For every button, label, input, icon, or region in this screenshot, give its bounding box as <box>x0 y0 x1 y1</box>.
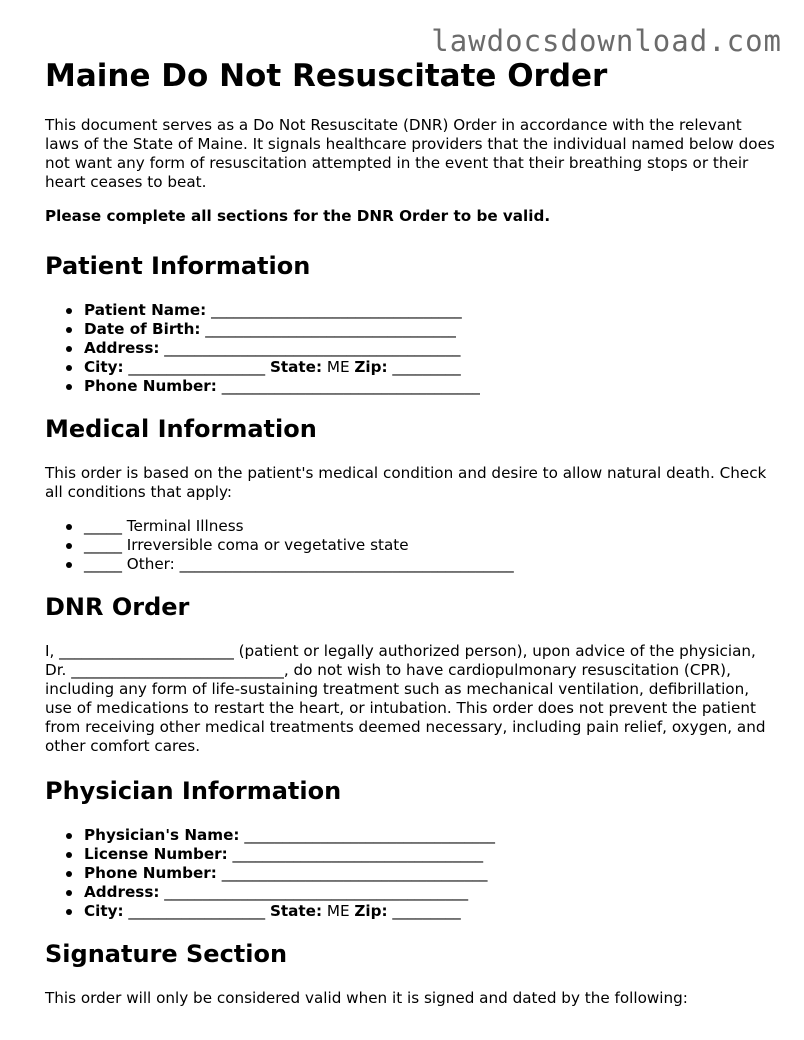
intro-paragraph: This document serves as a Do Not Resuscitate (DNR) Order in accordance with the relevant laws of the State of Maine. It signals healthcare providers that the individual named below does not want any form of resuscitation attempted in the event that their breathing stops or their heart ceases to beat. <box>45 116 775 191</box>
patient-address-item <box>84 339 775 358</box>
patient-city-label: City: <box>84 358 124 376</box>
patient-name-blank: _________________________________ <box>211 301 462 319</box>
physician-phone-item <box>84 864 775 883</box>
conditions-list <box>45 517 775 574</box>
physician-license-blank: _________________________________ <box>232 845 484 863</box>
patient-address-blank: _______________________________________ <box>164 339 461 357</box>
physician-info-heading: Physician Information <box>45 777 342 805</box>
dnr-order-text: I, _______________________ (patient or legally authorized person), upon advice of the physician, Dr. ____________________________, do not wish to have cardiopulmonary resuscitation (CPR), including any form of life-sustaining treatment such as mechanical ventilation, defibrillation, use of medications to restart the heart, or intubation. This order does not prevent the patient from receiving other medical treatments deemed necessary, including pain relief, oxygen, and other comfort cares. <box>45 642 766 755</box>
patient-info-heading: Patient Information <box>45 252 311 280</box>
patient-zip-label: Zip: <box>354 358 388 376</box>
patient-city-blank: __________________ <box>128 358 266 376</box>
page-title: Maine Do Not Resuscitate Order <box>45 58 608 94</box>
patient-phone-item <box>84 377 775 396</box>
patient-name-label: Patient Name: <box>84 301 207 319</box>
patient-dob-blank: _________________________________ <box>205 320 456 338</box>
patient-dob-label: Date of Birth: <box>84 320 201 338</box>
watermark: lawdocsdownload.com <box>431 24 782 58</box>
signature-heading: Signature Section <box>45 940 288 968</box>
document-page <box>45 56 775 1008</box>
dnr-order-heading: DNR Order <box>45 593 190 621</box>
physician-info-list <box>45 826 775 921</box>
physician-state-value: ME <box>326 902 350 920</box>
physician-name-label: Physician's Name: <box>84 826 240 844</box>
patient-city-item <box>84 358 775 377</box>
signature-text: This order will only be considered valid when it is signed and dated by the following: <box>45 989 688 1007</box>
medical-info-text: This order is based on the patient's medical condition and desire to allow natural death. Check all conditions that apply: <box>45 464 767 501</box>
physician-zip-blank: _________ <box>392 902 461 920</box>
physician-license-item <box>84 845 775 864</box>
physician-address-item <box>84 883 775 902</box>
physician-address-label: Address: <box>84 883 160 901</box>
physician-state-label: State: <box>269 902 323 920</box>
condition-item: _____ Other: ____________________________________________ <box>84 555 775 574</box>
patient-phone-blank: __________________________________ <box>221 377 480 395</box>
medical-info-heading: Medical Information <box>45 415 317 443</box>
physician-zip-label: Zip: <box>354 902 388 920</box>
patient-dob-item <box>84 320 775 339</box>
physician-address-blank: ________________________________________ <box>164 883 469 901</box>
patient-address-label: Address: <box>84 339 160 357</box>
physician-phone-blank: ___________________________________ <box>221 864 488 882</box>
instruction-text: Please complete all sections for the DNR Order to be valid. <box>45 207 551 225</box>
physician-city-item <box>84 902 775 921</box>
physician-name-item <box>84 826 775 845</box>
physician-city-blank: __________________ <box>128 902 266 920</box>
patient-state-label: State: <box>269 358 323 376</box>
physician-phone-label: Phone Number: <box>84 864 217 882</box>
physician-city-label: City: <box>84 902 124 920</box>
condition-item: _____ Terminal Illness <box>84 517 775 536</box>
condition-item: _____ Irreversible coma or vegetative state <box>84 536 775 555</box>
patient-state-value: ME <box>326 358 350 376</box>
patient-zip-blank: _________ <box>392 358 461 376</box>
physician-name-blank: _________________________________ <box>244 826 495 844</box>
patient-name-item <box>84 301 775 320</box>
physician-license-label: License Number: <box>84 845 228 863</box>
patient-phone-label: Phone Number: <box>84 377 217 395</box>
patient-info-list <box>45 301 775 396</box>
